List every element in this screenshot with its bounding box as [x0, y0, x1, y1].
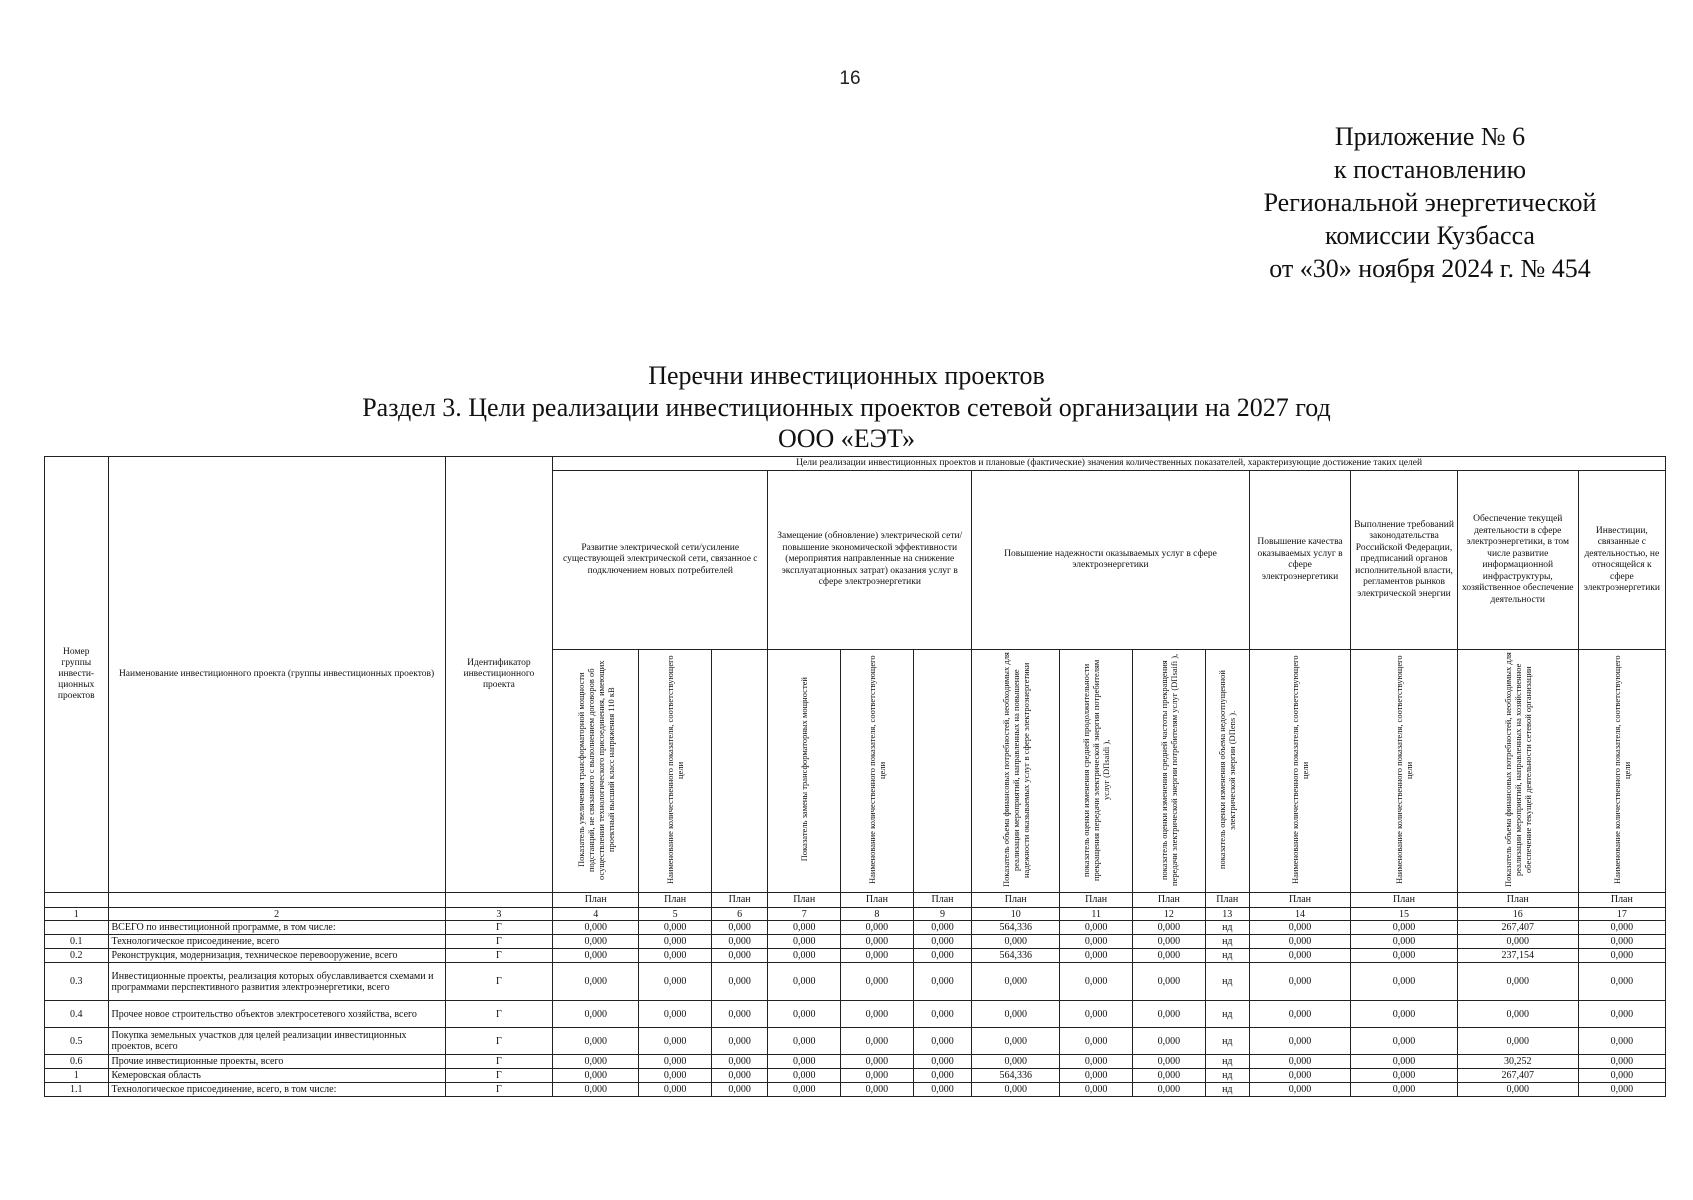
value-cell: 0,000 — [639, 921, 712, 935]
value-cell: нд — [1205, 921, 1249, 935]
plan-label: План — [1457, 893, 1578, 908]
document-titles — [0, 360, 1693, 454]
indicator-text: показатель оценки изменения средней частоты прекращения передачи электрической энергии потребителям услуг (DПsaifi ), — [1158, 653, 1179, 886]
project-name-cell: Кемеровская область — [108, 1069, 445, 1083]
plan-label: План — [1578, 893, 1665, 908]
column-number: 3 — [445, 908, 553, 921]
project-name-cell: Технологическое присоединение, всего — [108, 935, 445, 949]
header-goal-replacement: Замещение (обновление) электрической сети/повышение экономической эффективности (мероприятия направленные на снижение эксплуатационных затрат) оказания услуг в сфере электроэнергетики — [768, 471, 972, 650]
table-row — [45, 1055, 1666, 1069]
value-cell: 0,000 — [1133, 1055, 1206, 1069]
column-number: 8 — [841, 908, 914, 921]
column-number: 13 — [1205, 908, 1249, 921]
identifier-cell: Г — [445, 1083, 553, 1097]
indicator-text: Наименование количественного показателя, соответствующего цели — [1394, 655, 1415, 884]
table-row — [45, 963, 1666, 1001]
plan-label: План — [841, 893, 914, 908]
group-number-cell: 0.2 — [45, 949, 109, 963]
value-cell: нд — [1205, 1001, 1249, 1028]
value-cell: 267,407 — [1457, 921, 1578, 935]
value-cell: 0,000 — [711, 1028, 767, 1055]
column-number: 2 — [108, 908, 445, 921]
value-cell: 0,000 — [553, 1055, 639, 1069]
column-number: 6 — [711, 908, 767, 921]
header-goal-legal-requirements: Выполнение требований законодательства Российской Федерации, предписаний органов исполнительной власти, регламентов рынков электрической энергии — [1351, 471, 1458, 650]
value-cell: 0,000 — [1249, 921, 1350, 935]
indicator-text: Показатель объема финансовых потребностей, необходимых для реализации мероприятий, направленных на хозяйственное обеспечение текущей деятельности сетевой организации — [1502, 652, 1533, 887]
value-cell: 0,000 — [711, 1069, 767, 1083]
indicator-text: Наименование количественного показателя, соответствующего цели — [1290, 655, 1311, 884]
value-cell: 0,000 — [1457, 963, 1578, 1001]
value-cell: 0,000 — [1457, 1083, 1578, 1097]
value-cell: 0,000 — [768, 1083, 841, 1097]
value-cell: 0,000 — [553, 1083, 639, 1097]
value-cell: 0,000 — [1578, 1001, 1665, 1028]
value-cell: 0,000 — [972, 1001, 1060, 1028]
value-cell: 0,000 — [768, 1001, 841, 1028]
value-cell: 0,000 — [841, 1028, 914, 1055]
value-cell: нд — [1205, 1083, 1249, 1097]
value-cell: 0,000 — [913, 1069, 971, 1083]
appendix-line: Приложение № 6 — [1334, 122, 1526, 151]
value-cell: 0,000 — [1578, 1055, 1665, 1069]
indicator-text: Наименование количественного показателя, соответствующего цели — [665, 655, 686, 884]
value-cell: 0,000 — [841, 949, 914, 963]
value-cell: 0,000 — [553, 1001, 639, 1028]
value-cell: 0,000 — [711, 963, 767, 1001]
value-cell: 0,000 — [639, 1028, 712, 1055]
value-cell: 0,000 — [1249, 935, 1350, 949]
value-cell: 0,000 — [1133, 921, 1206, 935]
identifier-cell: Г — [445, 935, 553, 949]
header-indicator-17 — [1578, 650, 1665, 893]
value-cell: 0,000 — [639, 1055, 712, 1069]
value-cell: 0,000 — [639, 935, 712, 949]
value-cell: 0,000 — [1457, 1001, 1578, 1028]
appendix-line: Региональной энергетической — [1263, 188, 1597, 217]
project-name-cell: ВСЕГО по инвестиционной программе, в том числе: — [108, 921, 445, 935]
group-number-cell: 0.4 — [45, 1001, 109, 1028]
column-number: 10 — [972, 908, 1060, 921]
value-cell: 0,000 — [913, 1001, 971, 1028]
empty-cell — [108, 893, 445, 908]
column-number: 9 — [913, 908, 971, 921]
column-number-row — [45, 908, 1666, 921]
value-cell: 0,000 — [1578, 1028, 1665, 1055]
value-cell: 564,336 — [972, 1069, 1060, 1083]
value-cell: 0,000 — [913, 949, 971, 963]
value-cell: нд — [1205, 1028, 1249, 1055]
header-indicator-4 — [553, 650, 639, 893]
value-cell: 0,000 — [1133, 1001, 1206, 1028]
value-cell: 0,000 — [553, 1028, 639, 1055]
indicator-text: показатель оценки изменения объема недоотпущенной электрической энергии (DПens ). — [1217, 670, 1238, 869]
value-cell: 0,000 — [639, 1001, 712, 1028]
value-cell: 0,000 — [1578, 1069, 1665, 1083]
value-cell: 0,000 — [841, 1001, 914, 1028]
value-cell: 267,407 — [1457, 1069, 1578, 1083]
value-cell: 0,000 — [1060, 963, 1133, 1001]
value-cell: 0,000 — [1578, 935, 1665, 949]
header-indicator-7 — [768, 650, 841, 893]
value-cell: 0,000 — [768, 1028, 841, 1055]
value-cell: 0,000 — [1249, 949, 1350, 963]
identifier-cell: Г — [445, 921, 553, 935]
table-row — [45, 921, 1666, 935]
value-cell: 0,000 — [1133, 1083, 1206, 1097]
value-cell: 0,000 — [1060, 1083, 1133, 1097]
project-name-cell: Инвестиционные проекты, реализация которых обуславливается схемами и программами перспективного развития электроэнергетики, всего — [108, 963, 445, 1001]
value-cell: 0,000 — [768, 1069, 841, 1083]
project-name-cell: Покупка земельных участков для целей реализации инвестиционных проектов, всего — [108, 1028, 445, 1055]
header-group-number: Номер группы инвести-ционных проектов — [45, 457, 109, 893]
value-cell: 0,000 — [1351, 935, 1458, 949]
value-cell: 0,000 — [1060, 921, 1133, 935]
value-cell: 0,000 — [913, 963, 971, 1001]
table-row — [45, 1069, 1666, 1083]
page-number: 16 — [839, 68, 861, 89]
column-number: 12 — [1133, 908, 1206, 921]
group-number-cell: 1.1 — [45, 1083, 109, 1097]
header-indicator-11 — [1060, 650, 1133, 893]
value-cell: 0,000 — [1133, 1028, 1206, 1055]
column-number: 11 — [1060, 908, 1133, 921]
value-cell: 0,000 — [1060, 1055, 1133, 1069]
value-cell: 0,000 — [1133, 1069, 1206, 1083]
value-cell: 0,000 — [1060, 949, 1133, 963]
value-cell: 0,000 — [1249, 1055, 1350, 1069]
column-number: 16 — [1457, 908, 1578, 921]
identifier-cell: Г — [445, 1028, 553, 1055]
value-cell: 0,000 — [1060, 1001, 1133, 1028]
plan-label: План — [1249, 893, 1350, 908]
value-cell: 0,000 — [639, 1083, 712, 1097]
plan-label: План — [913, 893, 971, 908]
column-number: 4 — [553, 908, 639, 921]
value-cell: 0,000 — [1060, 935, 1133, 949]
value-cell: 0,000 — [1351, 1083, 1458, 1097]
plan-label: План — [639, 893, 712, 908]
value-cell: 0,000 — [711, 1083, 767, 1097]
organization-title: ООО «ЕЭТ» — [777, 424, 916, 453]
value-cell: 0,000 — [1578, 921, 1665, 935]
value-cell: 0,000 — [553, 949, 639, 963]
project-name-cell: Прочие инвестиционные проекты, всего — [108, 1055, 445, 1069]
value-cell: 0,000 — [553, 921, 639, 935]
header-indicator-16 — [1457, 650, 1578, 893]
value-cell: 0,000 — [913, 921, 971, 935]
value-cell: 0,000 — [1457, 1028, 1578, 1055]
value-cell: 0,000 — [553, 963, 639, 1001]
plan-label: План — [1133, 893, 1206, 908]
group-number-cell — [45, 921, 109, 935]
value-cell: 0,000 — [1249, 1069, 1350, 1083]
plan-label: План — [768, 893, 841, 908]
value-cell: 0,000 — [972, 1055, 1060, 1069]
value-cell: 0,000 — [841, 963, 914, 1001]
appendix-line: от «30» ноября 2024 г. № 454 — [1269, 254, 1591, 283]
value-cell: 0,000 — [768, 1055, 841, 1069]
column-number: 14 — [1249, 908, 1350, 921]
header-indicator-12 — [1133, 650, 1206, 893]
value-cell: 0,000 — [841, 935, 914, 949]
value-cell: 0,000 — [1578, 1083, 1665, 1097]
value-cell: 0,000 — [768, 963, 841, 1001]
value-cell: 0,000 — [1249, 1001, 1350, 1028]
value-cell: 0,000 — [711, 1001, 767, 1028]
value-cell: 0,000 — [1351, 1055, 1458, 1069]
value-cell: 0,000 — [711, 1055, 767, 1069]
project-name-cell: Реконструкция, модернизация, техническое перевооружение, всего — [108, 949, 445, 963]
appendix-line: к постановлению — [1333, 155, 1527, 184]
column-number: 7 — [768, 908, 841, 921]
header-indicator-13 — [1205, 650, 1249, 893]
table-row — [45, 949, 1666, 963]
column-number: 15 — [1351, 908, 1458, 921]
value-cell: 0,000 — [972, 1028, 1060, 1055]
header-indicator-15 — [1351, 650, 1458, 893]
header-goal-non-energy: Инвестиции, связанные с деятельностью, не относящейся к сфере электроэнергетики — [1578, 471, 1665, 650]
value-cell: 0,000 — [711, 949, 767, 963]
header-indicator-14 — [1249, 650, 1350, 893]
plan-label: План — [1351, 893, 1458, 908]
value-cell: 0,000 — [841, 921, 914, 935]
header-indicator-8 — [841, 650, 914, 893]
value-cell: 0,000 — [768, 949, 841, 963]
value-cell: 0,000 — [1578, 963, 1665, 1001]
indicator-text: Наименование количественного показателя, соответствующего цели — [1611, 655, 1632, 884]
value-cell: 0,000 — [972, 963, 1060, 1001]
appendix-line: комиссии Кузбасса — [1325, 221, 1535, 250]
group-number-cell: 0.1 — [45, 935, 109, 949]
plan-label: План — [711, 893, 767, 908]
value-cell: 0,000 — [1457, 935, 1578, 949]
header-goal-network-development: Развитие электрической сети/усиление существующей электрической сети, связанное с подключением новых потребителей — [553, 471, 768, 650]
indicator-text: Показатель замены трансформаторных мощностей — [799, 677, 810, 862]
identifier-cell: Г — [445, 1069, 553, 1083]
table-row — [45, 1001, 1666, 1028]
header-project-name: Наименование инвестиционного проекта (группы инвестиционных проектов) — [108, 457, 445, 893]
value-cell: 0,000 — [913, 1055, 971, 1069]
header-identifier: Идентификатор инвестиционного проекта — [445, 457, 553, 893]
value-cell: 0,000 — [1060, 1069, 1133, 1083]
column-number: 17 — [1578, 908, 1665, 921]
value-cell: 0,000 — [841, 1055, 914, 1069]
group-number-cell: 0.5 — [45, 1028, 109, 1055]
value-cell: 0,000 — [639, 963, 712, 1001]
value-cell: 0,000 — [972, 1083, 1060, 1097]
project-name-cell: Технологическое присоединение, всего, в том числе: — [108, 1083, 445, 1097]
header-indicator-9 — [913, 650, 971, 893]
value-cell: 0,000 — [553, 935, 639, 949]
plan-label: План — [972, 893, 1060, 908]
value-cell: 0,000 — [972, 935, 1060, 949]
value-cell: 0,000 — [1249, 1028, 1350, 1055]
value-cell: 0,000 — [841, 1069, 914, 1083]
value-cell: 0,000 — [1351, 963, 1458, 1001]
table-row — [45, 1028, 1666, 1055]
value-cell: 0,000 — [1133, 963, 1206, 1001]
value-cell: 0,000 — [1249, 1083, 1350, 1097]
value-cell: 0,000 — [913, 1083, 971, 1097]
value-cell: 0,000 — [768, 935, 841, 949]
table-row — [45, 935, 1666, 949]
plan-label: План — [1060, 893, 1133, 908]
value-cell: 0,000 — [553, 1069, 639, 1083]
identifier-cell: Г — [445, 1001, 553, 1028]
value-cell: нд — [1205, 1069, 1249, 1083]
value-cell: 564,336 — [972, 949, 1060, 963]
value-cell: 0,000 — [1133, 935, 1206, 949]
value-cell: 0,000 — [1351, 949, 1458, 963]
table-data-body — [45, 921, 1666, 1097]
value-cell: 0,000 — [841, 1083, 914, 1097]
plan-label: План — [1205, 893, 1249, 908]
indicator-text: Показатель объема финансовых потребностей, необходимых для реализации мероприятий, направленных на повышение надежности оказываемых услуг в сфере электроэнергетики — [1000, 652, 1031, 887]
header-indicator-6 — [711, 650, 767, 893]
header-indicator-10 — [972, 650, 1060, 893]
value-cell: 0,000 — [639, 949, 712, 963]
group-number-cell: 0.6 — [45, 1055, 109, 1069]
header-indicator-5 — [639, 650, 712, 893]
indicator-text: показатель оценки изменения средней продолжительности прекращения передачи электрической энергии потребителям услуг (DПsaidi ), — [1081, 658, 1112, 881]
value-cell: 0,000 — [1060, 1028, 1133, 1055]
header-goal-quality: Повышение качества оказываемых услуг в сфере электроэнергетики — [1249, 471, 1350, 650]
empty-cell — [445, 893, 553, 908]
value-cell: 0,000 — [1351, 1069, 1458, 1083]
value-cell: 0,000 — [913, 1028, 971, 1055]
value-cell: нд — [1205, 949, 1249, 963]
group-number-cell: 1 — [45, 1069, 109, 1083]
value-cell: нд — [1205, 963, 1249, 1001]
indicator-text: Показатель увеличения трансформаторной мощности подстанций, не связанного с выполнением договоров об осуществлении технологического присоединения, имеющих проектный высший класс напряжения 110 кВ — [575, 659, 616, 880]
value-cell: нд — [1205, 1055, 1249, 1069]
value-cell: 0,000 — [1351, 921, 1458, 935]
group-number-cell: 0.3 — [45, 963, 109, 1001]
empty-cell — [45, 893, 109, 908]
identifier-cell: Г — [445, 1055, 553, 1069]
value-cell: 0,000 — [913, 935, 971, 949]
value-cell: нд — [1205, 935, 1249, 949]
project-name-cell: Прочее новое строительство объектов электросетевого хозяйства, всего — [108, 1001, 445, 1028]
value-cell: 564,336 — [972, 921, 1060, 935]
value-cell: 30,252 — [1457, 1055, 1578, 1069]
plan-label: План — [553, 893, 639, 908]
value-cell: 0,000 — [1351, 1001, 1458, 1028]
value-cell: 0,000 — [1578, 949, 1665, 963]
column-number: 1 — [45, 908, 109, 921]
value-cell: 0,000 — [711, 921, 767, 935]
value-cell: 237,154 — [1457, 949, 1578, 963]
plan-label-row — [45, 893, 1666, 908]
value-cell: 0,000 — [639, 1069, 712, 1083]
table-row — [45, 1083, 1666, 1097]
indicator-text: Наименование количественного показателя, соответствующего цели — [866, 655, 887, 884]
value-cell: 0,000 — [1249, 963, 1350, 1001]
section-title: Раздел 3. Цели реализации инвестиционных проектов сетевой организации на 2027 год — [362, 393, 1331, 422]
value-cell: 0,000 — [1133, 949, 1206, 963]
appendix-block — [1180, 120, 1680, 285]
header-goals-caption: Цели реализации инвестиционных проектов и плановые (фактические) значения количественных показателей, характеризующие достижение таких целей — [553, 457, 1666, 471]
value-cell: 0,000 — [711, 935, 767, 949]
value-cell: 0,000 — [768, 921, 841, 935]
value-cell: 0,000 — [1351, 1028, 1458, 1055]
investment-goals-table — [44, 456, 1666, 1097]
identifier-cell: Г — [445, 949, 553, 963]
document-title: Перечни инвестиционных проектов — [648, 361, 1045, 390]
header-goal-reliability: Повышение надежности оказываемых услуг в сфере электроэнергетики — [972, 471, 1250, 650]
column-number: 5 — [639, 908, 712, 921]
header-goal-current-activity: Обеспечение текущей деятельности в сфере электроэнергетики, в том числе развитие информационной инфраструктуры, хозяйственное обеспечение деятельности — [1457, 471, 1578, 650]
identifier-cell: Г — [445, 963, 553, 1001]
